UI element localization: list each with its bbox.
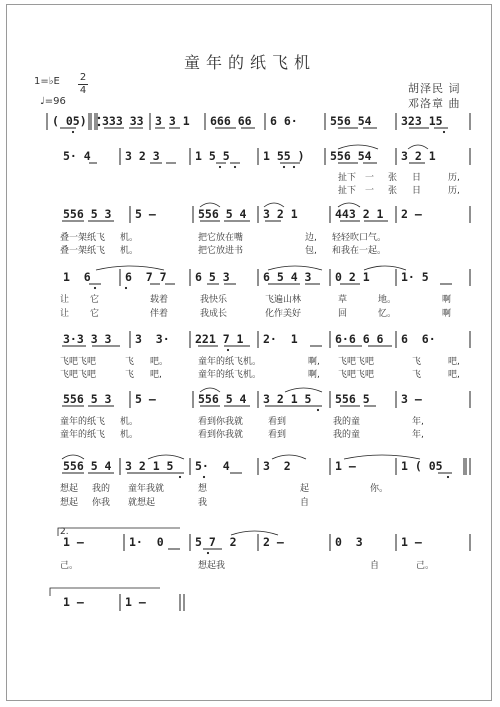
lyric-syllable: 飞吧飞吧 bbox=[60, 370, 97, 380]
key-note: E bbox=[53, 76, 60, 87]
measure-notes: 5 – bbox=[135, 392, 156, 406]
measure-notes: 3 2 1 5 bbox=[263, 392, 312, 406]
lyric-syllable: 想 bbox=[198, 484, 208, 494]
lyric-syllable: 和我在一起。 bbox=[332, 246, 387, 256]
lyric-syllable: 飞吧飞吧 bbox=[60, 357, 97, 367]
lyric-syllable: 啊, bbox=[308, 357, 320, 367]
lyric-syllable: 吧, bbox=[150, 370, 162, 380]
lyric-syllable: 忆。 bbox=[378, 309, 397, 319]
lyric-syllable: 吧。 bbox=[150, 357, 169, 367]
lyric-syllable: 飞吧飞吧 bbox=[338, 370, 375, 380]
lyric-syllable: 啊 bbox=[442, 295, 452, 305]
lyric-syllable: 轻轻吹口气。 bbox=[332, 233, 387, 243]
octave-dot-below bbox=[94, 287, 96, 289]
measure-notes: 3 2 1 bbox=[263, 207, 298, 221]
lyric-syllable: 让 bbox=[60, 295, 70, 305]
lyric-syllable: 张 bbox=[388, 173, 398, 183]
lyric-syllable: 载着 bbox=[150, 295, 169, 305]
lyricist-credit: 胡泽民 词 bbox=[408, 82, 461, 95]
lyric-syllable: 回 bbox=[338, 309, 348, 319]
lyric-syllable: 飞吧飞吧 bbox=[338, 357, 375, 367]
lyric-syllable: 我快乐 bbox=[200, 295, 228, 305]
lyric-syllable: 飞 bbox=[412, 357, 422, 367]
lyric-syllable: 草 bbox=[338, 295, 348, 305]
lyric-syllable: 童年的纸飞机。 bbox=[198, 357, 262, 367]
octave-dot-below bbox=[293, 166, 295, 168]
measure-notes: 1 – bbox=[63, 535, 84, 549]
repeat-dot bbox=[98, 124, 100, 126]
lyric-syllable: 吧, bbox=[448, 357, 460, 367]
measure-notes: 6 6· bbox=[270, 114, 298, 128]
octave-dot-below bbox=[447, 476, 449, 478]
measure-notes: 5 7 2 bbox=[195, 535, 237, 549]
time-unit: 4 bbox=[79, 85, 87, 96]
lyric-syllable: 啊 bbox=[442, 309, 452, 319]
octave-dot-below bbox=[207, 552, 209, 554]
lyric-syllable: 把它放进书 bbox=[198, 246, 244, 256]
measure-notes: 556 5 bbox=[335, 392, 370, 406]
lyric-syllable: 看到你我就 bbox=[198, 430, 244, 440]
lyric-syllable: 你。 bbox=[370, 484, 389, 494]
octave-dot-below bbox=[203, 476, 205, 478]
measure-notes: 3 2 1 5 bbox=[125, 459, 174, 473]
lyric-syllable: 伴着 bbox=[150, 309, 169, 319]
lyric-syllable: 化作美好 bbox=[265, 309, 302, 319]
measure-notes: 1 – bbox=[63, 595, 84, 609]
measure-notes: 6 7 7 bbox=[125, 270, 167, 284]
measure-notes: 556 5 3 bbox=[63, 392, 112, 406]
measure-notes: 1 55 ) bbox=[263, 149, 305, 163]
lyric-syllable: 飞 bbox=[125, 357, 135, 367]
measure-notes: 6 5 4 3 bbox=[263, 270, 312, 284]
measure-notes: 3·3 3 3 bbox=[63, 332, 112, 346]
lyric-syllable: 历, bbox=[448, 186, 460, 196]
measure-notes: 1· 5 bbox=[401, 270, 429, 284]
lyric-syllable: 张 bbox=[388, 186, 398, 196]
lyric-syllable: 机。 bbox=[120, 233, 139, 243]
lyric-syllable: 看到 bbox=[268, 417, 287, 427]
octave-dot-below bbox=[179, 476, 181, 478]
measure-notes: 3 2 1 bbox=[401, 149, 436, 163]
lyric-syllable: 己。 bbox=[416, 561, 435, 571]
lyric-syllable: 我的童 bbox=[333, 417, 361, 427]
measure-notes: 556 5 4 bbox=[198, 207, 247, 221]
lyric-syllable: 日 bbox=[412, 186, 422, 196]
measure-notes: 0 3 bbox=[335, 535, 363, 549]
lyric-syllable: 想起 bbox=[60, 498, 79, 508]
lyric-syllable: 扯下 bbox=[338, 173, 357, 183]
measure-notes: 323 15 bbox=[401, 114, 443, 128]
lyric-syllable: 童年的纸飞 bbox=[60, 417, 106, 427]
composer-credit: 邓洛章 曲 bbox=[408, 97, 461, 110]
repeat-dot bbox=[98, 117, 100, 119]
lyric-syllable: 我的童 bbox=[333, 430, 361, 440]
measure-notes: 2· 1 bbox=[263, 332, 298, 346]
song-title: 童年的纸飞机 bbox=[183, 53, 316, 72]
lyric-syllable: 一 bbox=[365, 173, 375, 183]
measure-notes: 1 ( 05 bbox=[401, 459, 443, 473]
lyric-syllable: 飞遍山林 bbox=[265, 295, 302, 305]
measure-notes: 221 7 1 bbox=[195, 332, 244, 346]
measure-notes: 6·6 6 6 bbox=[335, 332, 384, 346]
octave-dot-below bbox=[125, 287, 127, 289]
quarter-note-icon: ♩ bbox=[40, 96, 45, 107]
volta-label: 2. bbox=[60, 527, 69, 537]
measure-notes: 6 6· bbox=[401, 332, 436, 346]
lyric-syllable: 机。 bbox=[120, 246, 139, 256]
lyric-syllable: 你我 bbox=[92, 498, 111, 508]
lyric-syllable: 吧, bbox=[448, 370, 460, 380]
octave-dot-below bbox=[283, 166, 285, 168]
octave-dot-below bbox=[72, 131, 74, 133]
lyric-syllable: 让 bbox=[60, 309, 70, 319]
measure-notes: 3 3 1 bbox=[155, 114, 190, 128]
octave-dot-below bbox=[443, 131, 445, 133]
measure-notes: 1 5 5 bbox=[195, 149, 230, 163]
lyric-syllable: 一 bbox=[365, 186, 375, 196]
measure-notes: 3 2 bbox=[263, 459, 291, 473]
tempo-value: =96 bbox=[44, 96, 66, 107]
lyric-syllable: 年, bbox=[412, 430, 424, 440]
slur-arc bbox=[364, 266, 406, 270]
lyric-syllable: 飞 bbox=[412, 370, 422, 380]
measure-notes: 1· 0 bbox=[129, 535, 164, 549]
measure-notes: 2 – bbox=[401, 207, 422, 221]
lyric-syllable: 看到你我就 bbox=[198, 417, 244, 427]
lyric-syllable: 叠一架纸飞 bbox=[60, 246, 106, 256]
octave-dot-below bbox=[234, 166, 236, 168]
measure-notes: 666 66 bbox=[210, 114, 252, 128]
lyric-syllable: 自 bbox=[370, 561, 380, 571]
lyric-syllable: 机。 bbox=[120, 417, 139, 427]
measure-notes: 333 33 bbox=[102, 114, 144, 128]
octave-dot-below bbox=[227, 349, 229, 351]
lyric-syllable: 啊, bbox=[308, 370, 320, 380]
measure-notes: 1 – bbox=[125, 595, 146, 609]
measure-notes: 1 – bbox=[335, 459, 356, 473]
key-flat: ♭ bbox=[48, 76, 54, 87]
measure-notes: 3 3· bbox=[135, 332, 170, 346]
measure-notes: 556 54 bbox=[330, 114, 372, 128]
measure-notes: 556 5 4 bbox=[198, 392, 247, 406]
measure-notes: 556 5 3 bbox=[63, 207, 112, 221]
lyric-syllable: 机。 bbox=[120, 430, 139, 440]
lyric-syllable: 想起 bbox=[60, 484, 79, 494]
lyric-syllable: 它 bbox=[90, 295, 100, 305]
lyric-syllable: 历, bbox=[448, 173, 460, 183]
measure-notes: 5· 4 bbox=[195, 459, 230, 473]
lyric-syllable: 边, bbox=[305, 233, 317, 243]
lyric-syllable: 它 bbox=[90, 309, 100, 319]
lyric-syllable: 看到 bbox=[268, 430, 287, 440]
measure-notes: 0 2 1 bbox=[335, 270, 370, 284]
time-beats: 2 bbox=[79, 72, 87, 83]
octave-dot-below bbox=[317, 409, 319, 411]
key-prefix: 1= bbox=[34, 76, 49, 87]
lyric-syllable: 我成长 bbox=[200, 309, 228, 319]
lyric-syllable: 我 bbox=[198, 498, 208, 508]
measure-notes: 5· 4 bbox=[63, 149, 91, 163]
lyric-syllable: 我的 bbox=[92, 484, 111, 494]
measure-notes: 6 5 3 bbox=[195, 270, 230, 284]
octave-dot-below bbox=[219, 166, 221, 168]
measure-notes: ( 05) bbox=[52, 114, 87, 128]
measure-notes: 1 6 bbox=[63, 270, 91, 284]
lyric-syllable: 年, bbox=[412, 417, 424, 427]
lyric-syllable: 就想起 bbox=[128, 498, 156, 508]
measure-notes: 5 – bbox=[135, 207, 156, 221]
lyric-syllable: 自 bbox=[300, 498, 310, 508]
lyric-syllable: 叠一架纸飞 bbox=[60, 233, 106, 243]
lyric-syllable: 童年的纸飞 bbox=[60, 430, 106, 440]
lyric-syllable: 起 bbox=[300, 484, 310, 494]
measure-notes: 1 – bbox=[401, 535, 422, 549]
measure-notes: 556 5 4 bbox=[63, 459, 112, 473]
lyric-syllable: 日 bbox=[412, 173, 422, 183]
lyric-syllable: 童年的纸飞机。 bbox=[198, 370, 262, 380]
lyric-syllable: 扯下 bbox=[338, 186, 357, 196]
measure-notes: 3 – bbox=[401, 392, 422, 406]
lyric-syllable: 想起我 bbox=[198, 561, 226, 571]
measure-notes: 2 – bbox=[263, 535, 284, 549]
lyric-syllable: 地。 bbox=[378, 295, 397, 305]
measure-notes: 3 2 3 bbox=[125, 149, 160, 163]
measure-notes: 556 54 bbox=[330, 149, 372, 163]
measure-notes: 443 2 1 bbox=[335, 207, 384, 221]
lyric-syllable: 己。 bbox=[60, 561, 79, 571]
lyric-syllable: 把它放在嘴 bbox=[198, 233, 244, 243]
lyric-syllable: 飞 bbox=[125, 370, 135, 380]
lyric-syllable: 童年我就 bbox=[128, 484, 165, 494]
lyric-syllable: 包, bbox=[305, 246, 317, 256]
